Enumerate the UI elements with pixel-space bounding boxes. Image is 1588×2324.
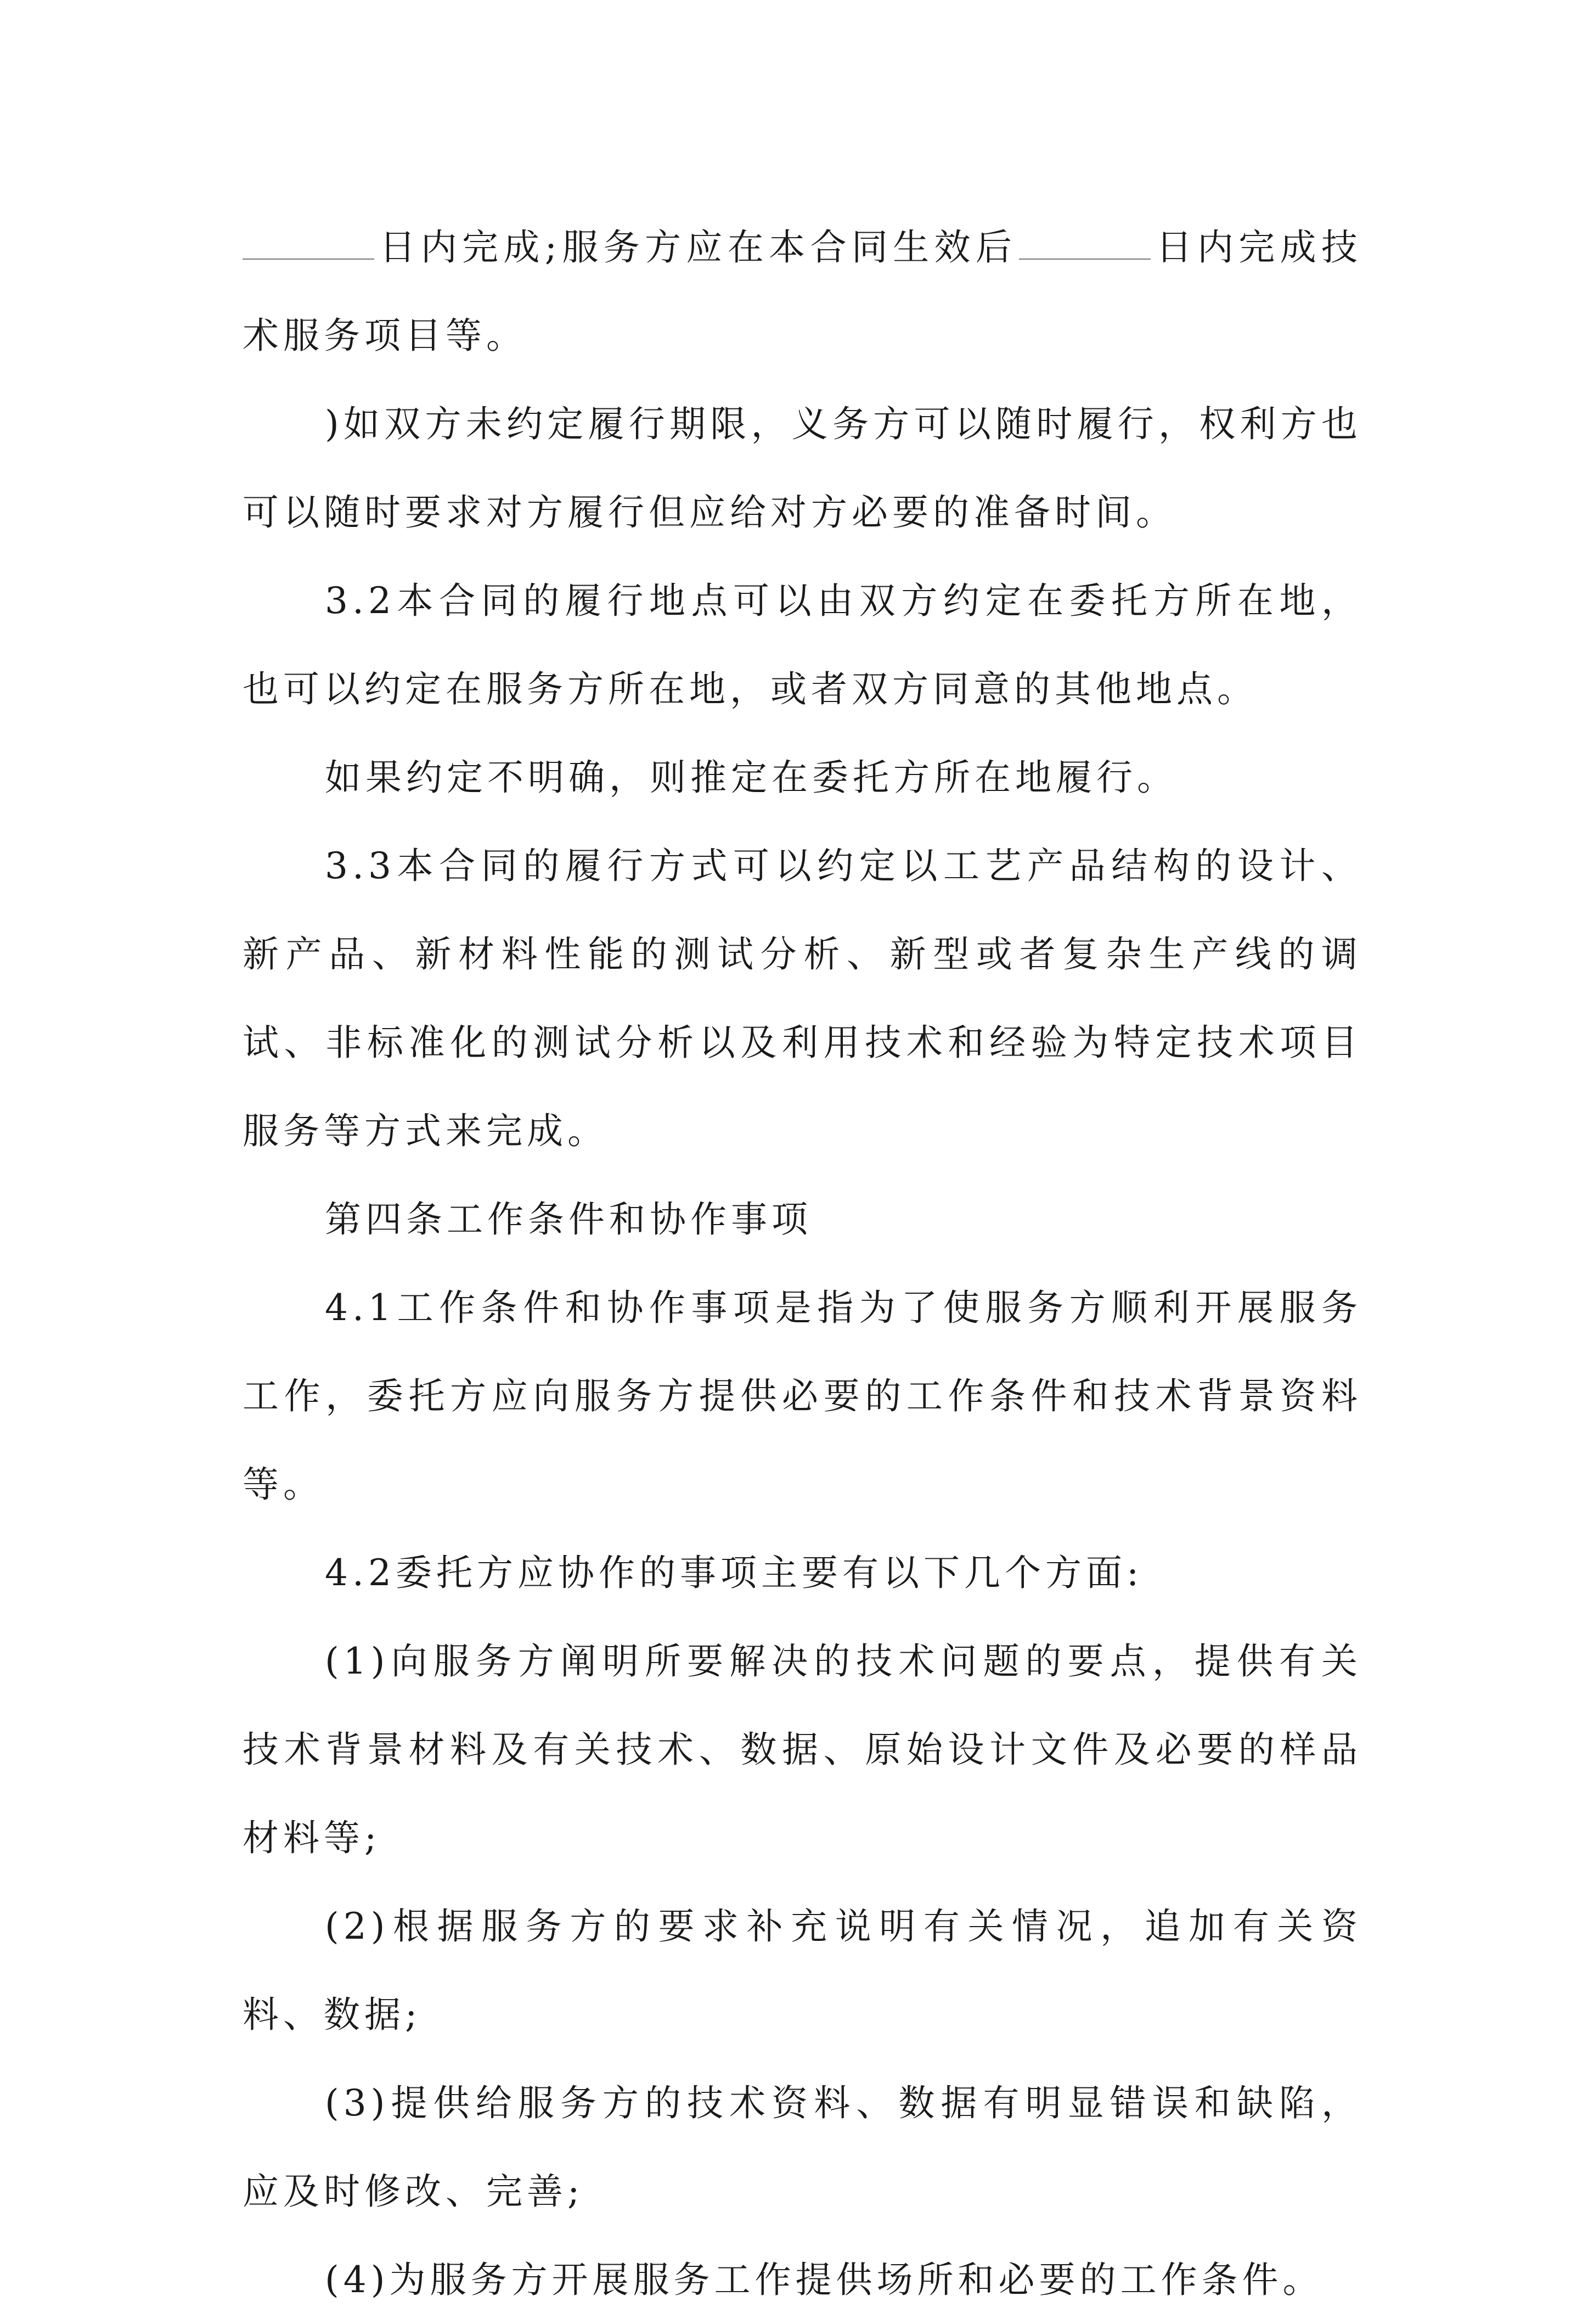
list-item-2: (2)根据服务方的要求补充说明有关情况，追加有关资料、数据;: [243, 1905, 1362, 2036]
list-item-1: (1)向服务方阐明所要解决的技术问题的要点，提供有关技术背景材料及有关技术、数据、原始设计文件及必要的样品材料等;: [243, 1640, 1362, 1859]
paragraph-text-segment: 日内完成技术服务项目等。: [243, 226, 1362, 357]
paragraph-clause-4-1: 4.1工作条件和协作事项是指为了使服务方顺利开展服务工作，委托方应向服务方提供必要的工作条件和技术背景资料等。: [243, 1287, 1362, 1506]
list-item-3: (3)提供给服务方的技术资料、数据有明显错误和缺陷，应及时修改、完善;: [243, 2082, 1362, 2213]
section-heading-article-4: 第四条工作条件和协作事项: [325, 1198, 812, 1240]
paragraph-clause-3-2: 3.2本合同的履行地点可以由双方约定在委托方所在地，也可以约定在服务方所在地，或者双方同意的其他地点。: [243, 580, 1362, 710]
paragraph-completion-deadline: [243, 203, 1362, 380]
paragraph-clause-4-2: 4.2委托方应协作的事项主要有以下几个方面:: [325, 1552, 1144, 1594]
blank-line-days: [1019, 222, 1151, 260]
list-item-4: (4)为服务方开展服务工作提供场所和必要的工作条件。: [325, 2259, 1324, 2301]
paragraph-clause-3-3: 3.3本合同的履行方式可以约定以工艺产品结构的设计、新产品、新材料性能的测试分析、新型或者复杂生产线的调试、非标准化的测试分析以及利用技术和经验为特定技术项目服务等方式来完成。: [243, 845, 1362, 1152]
paragraph-location-default: 如果约定不明确，则推定在委托方所在地履行。: [325, 756, 1178, 799]
paragraph-performance-term: )如双方未约定履行期限，义务方可以随时履行，权利方也可以随时要求对方履行但应给对方必要的准备时间。: [243, 403, 1362, 534]
blank-line-days: [243, 222, 374, 260]
document-body: [243, 203, 1362, 2324]
paragraph-text-segment: 日内完成;服务方应在本合同生效后: [379, 226, 1017, 268]
